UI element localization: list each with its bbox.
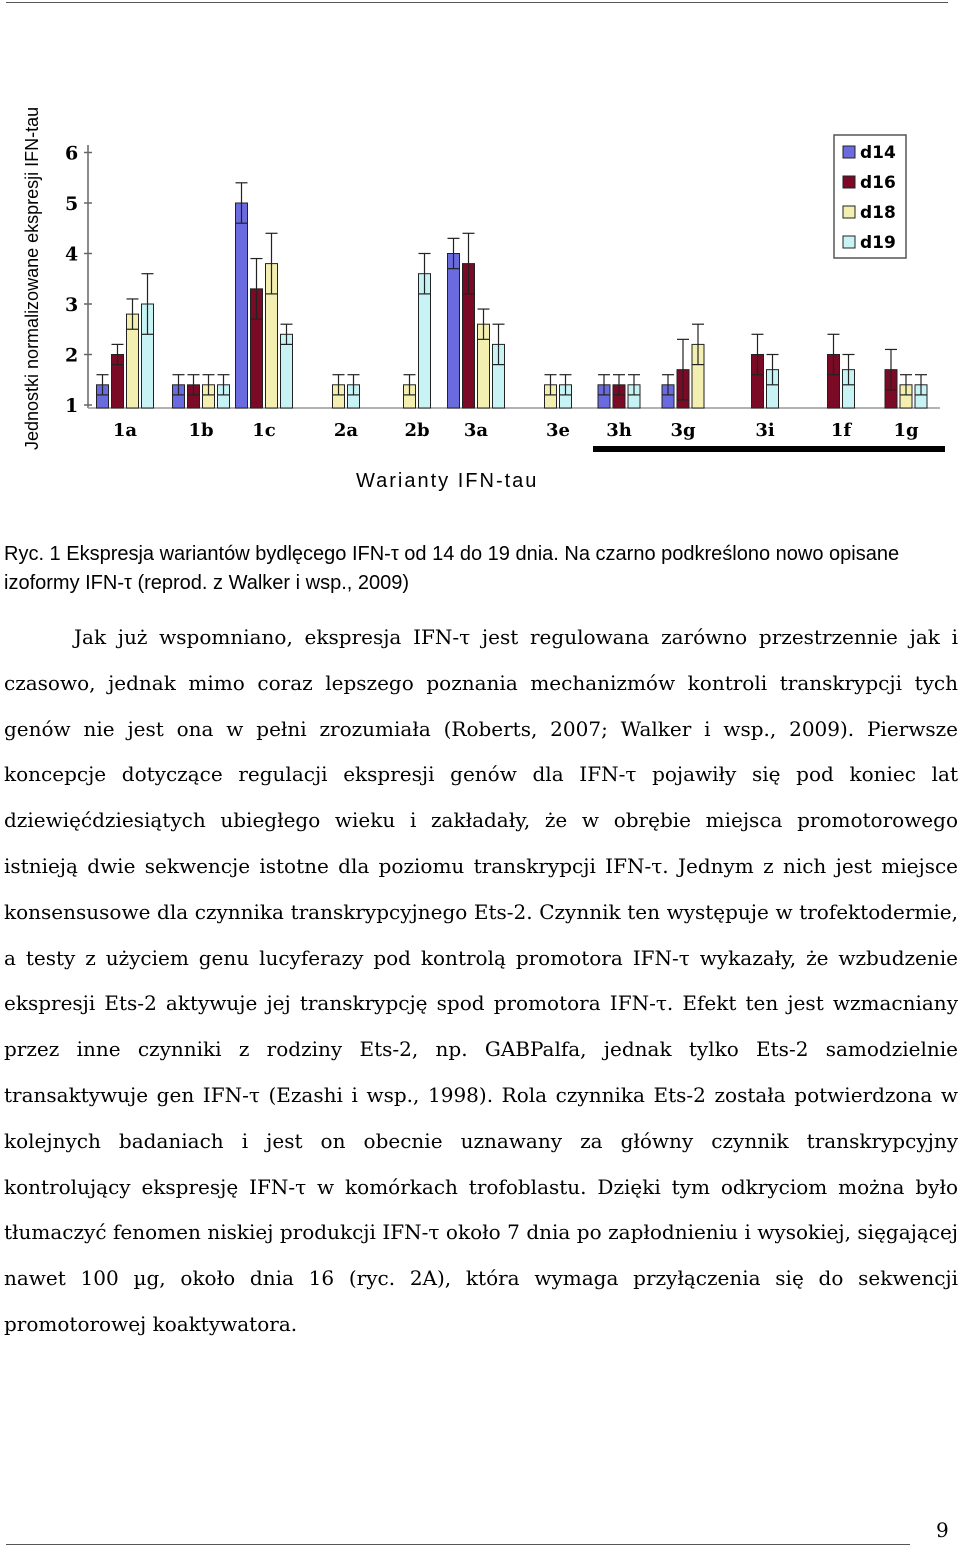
- y-tick-label: 1: [65, 395, 79, 417]
- legend-label-d14: d14: [860, 143, 896, 163]
- body-paragraph: [4, 615, 958, 1348]
- body-paragraph-text: Jak już wspomniano, ekspresja IFN-τ jest regulowana zarówno przestrzennie jak i czasowo, jednak mimo coraz lepszego poznania mechanizmów kontroli transkrypcji tych genów nie jest ona w pełni zrozumiała (Roberts, 2007; Walker i wsp., 2009). Pierwsze koncepcje dotyczące regulacji ekspresji genów dla IFN-τ pojawiły się pod koniec lat dziewięćdziesiątych ubiegłego wieku i zakładały, że w obrębie miejsca promotorowego istnieją dwie sekwencje istotne dla poziomu transkrypcji IFN-τ. Jednym z nich jest miejsce konsensusowe dla czynnika transkrypcyjnego Ets-2. Czynnik ten występuje w trofektodermie, a testy z użyciem genu lucyferazy pod kontrolą promotora IFN-τ wykazały, że wzbudzenie ekspresji Ets-2 aktywuje jej transkrypcję spod promotora IFN-τ. Efekt ten jest wzmacniany przez inne czynniki z rodziny Ets-2, np. GABPalfa, jednak tylko Ets-2 samodzielnie transaktywuje gen IFN-τ (Ezashi i wsp., 1998). Rola czynnika Ets-2 została potwierdzona w kolejnych badaniach i jest on obecnie uznawany za główny czynnik transkrypcyjny kontrolujący ekspresję IFN-τ w komórkach trofoblastu. Dzięki tym odkryciom można było tłumaczyć fenomen niskiej produkcji IFN-τ około 7 dnia po zapłodnieniu i wysokiej, sięgającej nawet 100 µg, około dnia 16 (ryc. 2A), która wymaga przyłączenia się do sekwencji promotorowej koaktywatora.: [4, 625, 958, 1336]
- bottom-rule: [6, 1544, 910, 1545]
- y-tick-label: 4: [65, 243, 79, 266]
- new-isoforms-underline: [593, 446, 945, 452]
- x-tick-label-1a: 1a: [112, 420, 138, 441]
- x-axis-label: Warianty IFN-tau: [356, 470, 539, 492]
- x-tick-label-1c: 1c: [252, 420, 276, 441]
- figure-caption: Ryc. 1 Ekspresja wariantów bydlęcego IFN-τ od 14 do 19 dnia. Na czarno podkreślono nowo opisane izoformy IFN-τ (reprod. z Walker i wsp., 2009): [4, 543, 900, 594]
- legend-swatch-d18: [843, 206, 855, 218]
- legend-label-d19: d19: [860, 233, 896, 253]
- bar-1c-d19: [281, 334, 293, 408]
- category-labels: [113, 420, 919, 441]
- y-tick-label: 2: [65, 344, 79, 367]
- y-tick-label: 5: [65, 193, 79, 215]
- legend: [834, 135, 906, 258]
- legend-label-d16: d16: [860, 173, 896, 193]
- x-tick-label-3g: 3g: [670, 420, 696, 441]
- y-tick-label: 6: [65, 142, 79, 165]
- y-axis-label: Jednostki normalizowane ekspresji IFN-tau: [22, 106, 42, 450]
- x-tick-label-1f: 1f: [830, 420, 852, 441]
- x-tick-label-1b: 1b: [188, 420, 214, 441]
- bar-chart: [0, 0, 960, 500]
- legend-label-d18: d18: [860, 203, 896, 223]
- bar-3a-d14: [448, 254, 460, 409]
- bars-group: [97, 183, 928, 408]
- x-tick-label-3e: 3e: [546, 420, 570, 441]
- x-tick-label-2b: 2b: [404, 420, 430, 441]
- bar-1c-d14: [236, 203, 248, 408]
- legend-swatch-d19: [843, 236, 855, 248]
- legend-swatch-d14: [843, 146, 855, 158]
- x-tick-label-1g: 1g: [893, 420, 919, 441]
- x-tick-label-3i: 3i: [755, 420, 775, 441]
- legend-swatch-d16: [843, 176, 855, 188]
- y-tick-label: 3: [65, 294, 79, 316]
- page-number: 9: [936, 1518, 949, 1542]
- x-tick-label-3a: 3a: [463, 420, 489, 441]
- x-tick-label-2a: 2a: [333, 420, 359, 441]
- x-tick-label-3h: 3h: [606, 420, 632, 441]
